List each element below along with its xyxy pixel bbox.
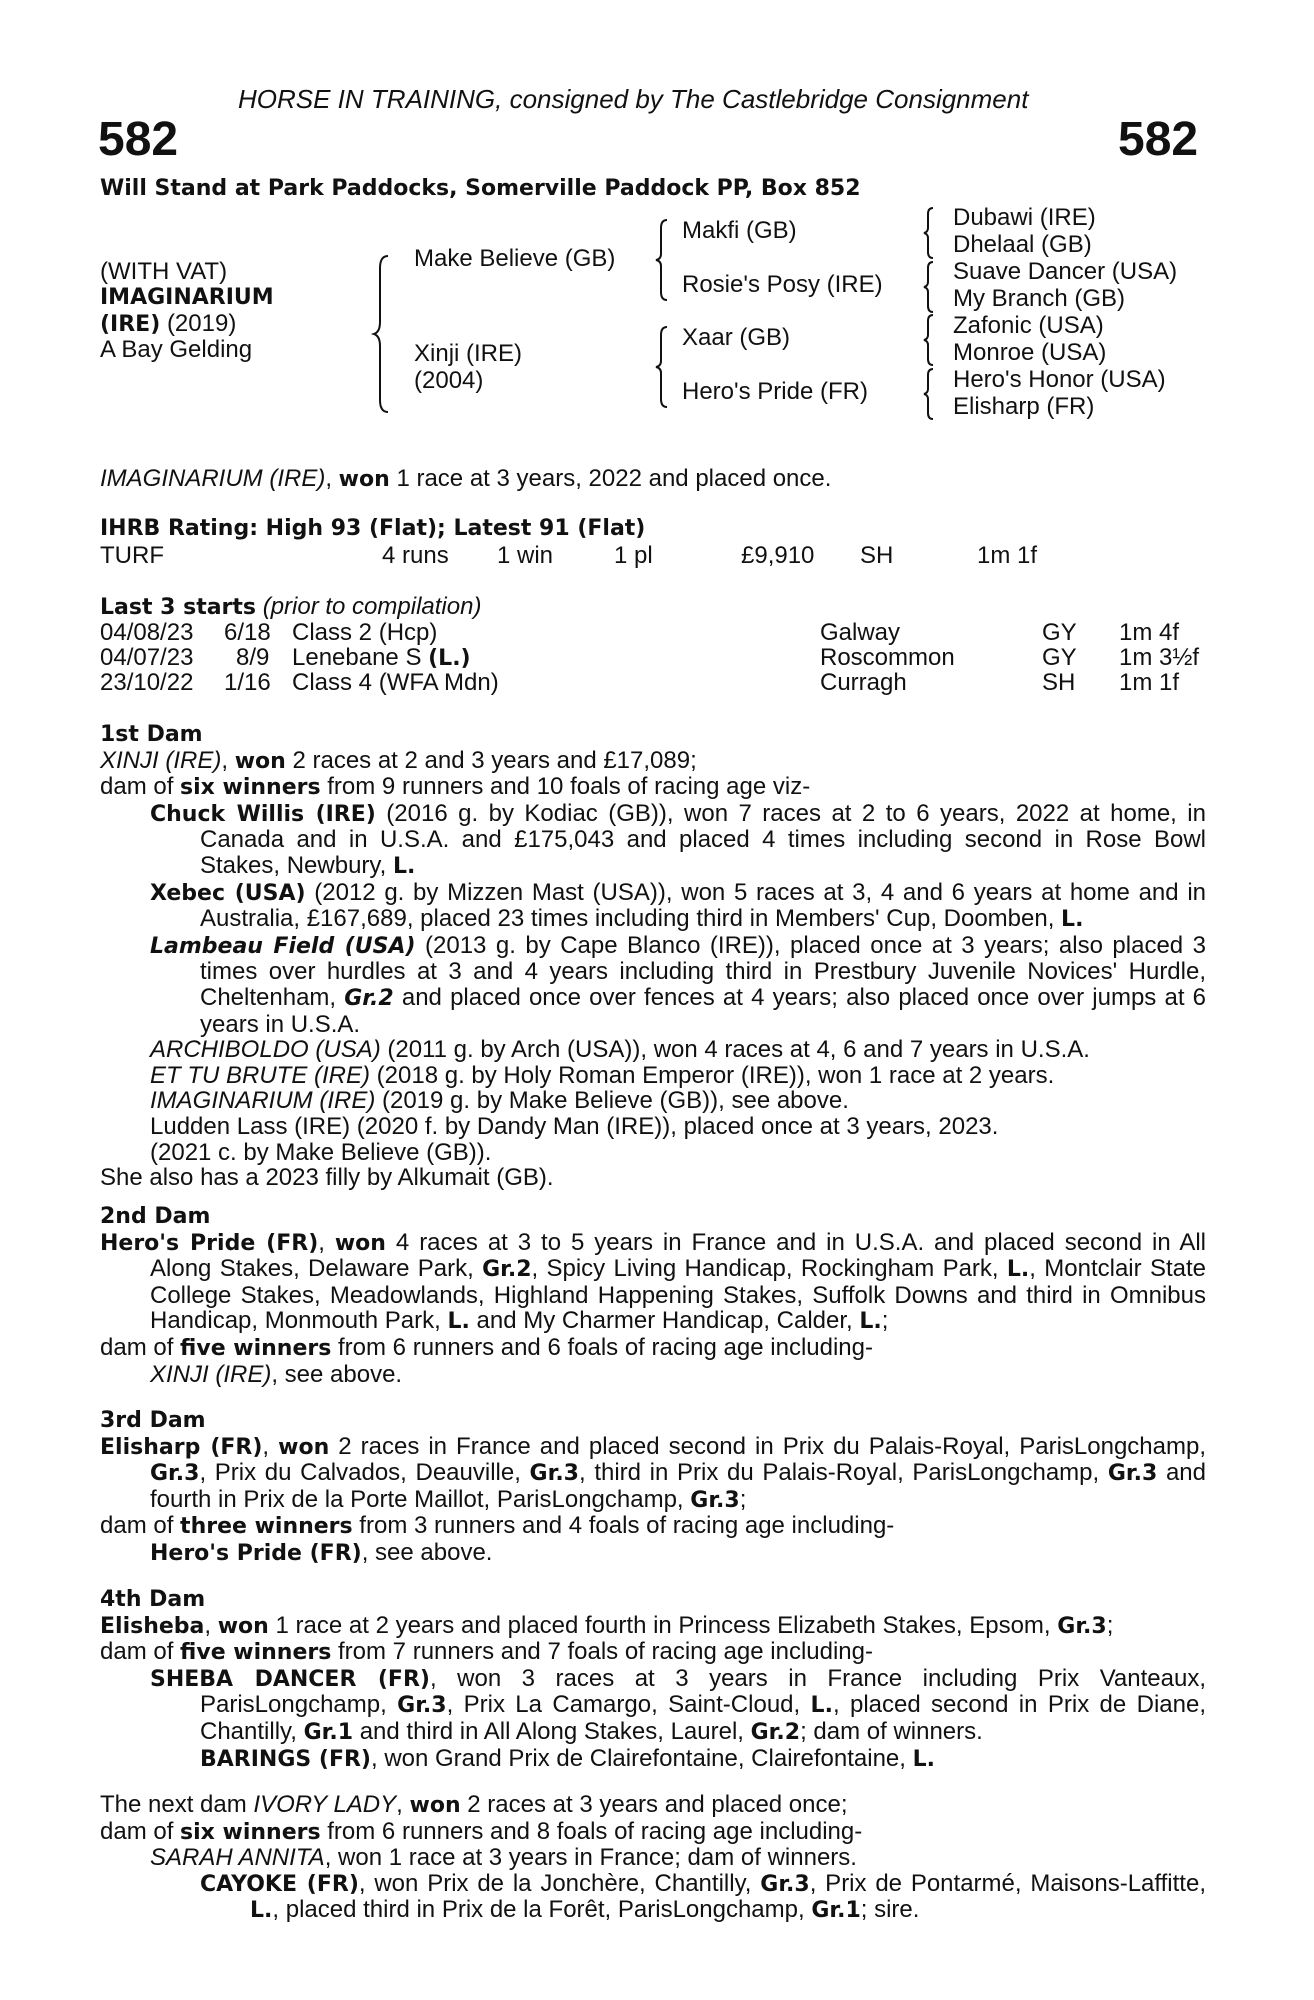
start-position: 1/16 <box>224 669 271 696</box>
produce-entry: IMAGINARIUM (IRE) (2019 g. by Make Believe (GB)), see above. <box>150 1087 849 1115</box>
produce-entry: BARINGS (FR), won Grand Prix de Clairefontaine, Clairefontaine, L. <box>200 1744 935 1772</box>
produce-entry: Hero's Pride (FR), see above. <box>150 1538 493 1566</box>
start-date: 23/10/22 <box>100 669 194 696</box>
start-going: SH <box>1042 669 1076 696</box>
start-course: Galway <box>820 619 901 646</box>
dam-produce-summary: dam of five winners from 6 runners and 6 foals of racing age including- <box>100 1333 873 1361</box>
third-dam-section <box>100 1408 1206 1567</box>
gen3-brace-3 <box>922 313 936 367</box>
lot-number-left: 582 <box>98 113 179 166</box>
gen3-ancestor: Hero's Honor (USA) <box>953 366 1166 393</box>
produce-entry: Lambeau Field (USA) (2013 g. by Cape Blanco (IRE)), placed once at 3 years; also placed 3 times over hurdles at 3 and 4 years including third in Prestbury Juvenile Novices' Hurdle, Cheltenham, Gr.2 and placed once over fences at 4 years; also placed once over jumps at 6 years in U.S.A. <box>150 931 1206 1038</box>
start-distance: 1m 1f <box>1119 669 1180 696</box>
gen3-brace-4 <box>922 367 936 421</box>
gen3-brace-1 <box>922 206 936 260</box>
start-race: Lenebane S (L.) <box>292 644 471 671</box>
sire-name: Make Believe (GB) <box>414 245 616 272</box>
produce-entry: Chuck Willis (IRE) (2016 g. by Kodiac (GB)), won 7 races at 2 to 6 years, 2022 at home, in Canada and in U.S.A. and £175,043 and placed 4 times including second in Rose Bowl Stakes, Newbury, L. <box>150 799 1206 879</box>
section-heading: 2nd Dam <box>100 1204 211 1229</box>
start-course: Roscommon <box>820 644 955 671</box>
produce-entry: CAYOKE (FR), won Prix de la Jonchère, Chantilly, Gr.3, Prix de Pontarmé, Maisons-Laffitte, L., placed third in Prix de la Forêt, ParisLongchamp, Gr.1; sire. <box>200 1869 1206 1924</box>
section-heading: 3rd Dam <box>100 1408 206 1433</box>
dam-record: Elisheba, won 1 race at 2 years and placed fourth in Princess Elizabeth Stakes, Epsom, Gr.3; <box>100 1611 1114 1639</box>
dam-summary: XINJI (IRE), won 2 races at 2 and 3 years and £17,089; <box>100 746 697 774</box>
fourth-dam-section <box>100 1587 1206 1772</box>
lot-number-right: 582 <box>1118 113 1199 166</box>
produce-entry: Ludden Lass (IRE) (2020 f. by Dandy Man (IRE)), placed once at 3 years, 2023. <box>150 1112 999 1140</box>
produce-entry: SARAH ANNITA, won 1 race at 3 years in France; dam of winners. <box>150 1844 857 1872</box>
start-distance: 1m 4f <box>1119 619 1180 646</box>
dam-produce-summary: dam of six winners from 6 runners and 8 foals of racing age including- <box>100 1817 863 1845</box>
start-date: 04/07/23 <box>100 644 194 671</box>
produce-note: She also has a 2023 filly by Alkumait (GB). <box>100 1164 554 1192</box>
dam-produce-summary: dam of six winners from 9 runners and 10 foals of racing age viz- <box>100 773 811 801</box>
consignment-header: HORSE IN TRAINING, consigned by The Castlebridge Consignment <box>238 84 1029 114</box>
dam-year: (2004) <box>414 367 484 394</box>
gen3-ancestor: Monroe (USA) <box>953 339 1107 366</box>
produce-entry: SHEBA DANCER (FR), won 3 races at 3 years in France including Prix Vanteaux, ParisLongchamp, Gr.3, Prix La Camargo, Saint-Cloud, L., placed second in Prix de Diane, Chantilly, Gr.1 and third in All Along Stakes, Laurel, Gr.2; dam of winners. <box>150 1664 1207 1745</box>
start-going: GY <box>1042 644 1077 671</box>
start-race: Class 4 (WFA Mdn) <box>292 669 499 696</box>
sire-parents-brace <box>653 218 671 302</box>
gen3-ancestor: Suave Dancer (USA) <box>953 258 1178 285</box>
horse-origin-year: (IRE) (2019) <box>100 310 237 337</box>
dam-dam: Hero's Pride (FR) <box>682 378 868 405</box>
dam-produce-summary: dam of five winners from 7 runners and 7 foals of racing age including- <box>100 1638 873 1666</box>
dam-record: The next dam IVORY LADY, won 2 races at 3 years and placed once; <box>100 1791 848 1818</box>
gen3-ancestor: Zafonic (USA) <box>953 312 1104 339</box>
dam-name: Xinji (IRE) <box>414 340 523 367</box>
produce-entry: Xebec (USA) (2012 g. by Mizzen Mast (USA)), won 5 races at 3, 4 and 6 years at home and in Australia, £167,689, placed 23 times including third in Members' Cup, Doomben, L. <box>150 878 1206 933</box>
start-course: Curragh <box>820 669 907 696</box>
last-starts-heading: Last 3 starts (prior to compilation) <box>100 593 482 620</box>
start-going: GY <box>1042 619 1077 646</box>
race-summary: IMAGINARIUM (IRE), won 1 race at 3 years, 2022 and placed once. <box>100 465 832 492</box>
dam-parents-brace <box>653 325 671 409</box>
rating-distance: 1m 1f <box>977 542 1038 569</box>
rating-wins: 1 win <box>497 542 554 569</box>
gen3-ancestor: Elisharp (FR) <box>953 393 1095 420</box>
horse-name: IMAGINARIUM <box>100 285 274 310</box>
sire-dam-brace <box>370 254 392 414</box>
first-dam-section <box>100 722 1206 1191</box>
gen3-ancestor: Dhelaal (GB) <box>953 231 1092 258</box>
section-heading: 1st Dam <box>100 722 203 747</box>
produce-entry: ARCHIBOLDO (USA) (2011 g. by Arch (USA)), won 4 races at 4, 6 and 7 years in U.S.A. <box>150 1036 1090 1064</box>
ihrb-rating: IHRB Rating: High 93 (Flat); Latest 91 (Flat) <box>100 516 646 541</box>
start-date: 04/08/23 <box>100 619 194 646</box>
start-position: 6/18 <box>224 619 271 646</box>
produce-entry: XINJI (IRE), see above. <box>150 1360 403 1388</box>
next-dam-section <box>100 1792 1206 1924</box>
rating-prize: £9,910 <box>741 542 815 569</box>
dam-record: Elisharp (FR), won 2 races in France and placed second in Prix du Palais-Royal, ParisLongchamp, Gr.3, Prix du Calvados, Deauville, Gr.3, third in Prix du Palais-Royal, ParisLongchamp, Gr.3 and fourth in Prix de la Porte Maillot, ParisLongchamp, Gr.3; <box>100 1432 1206 1513</box>
dam-record: Hero's Pride (FR), won 4 races at 3 to 5 years in France and in U.S.A. and placed second in All Along Stakes, Delaware Park, Gr.2, Spicy Living Handicap, Rockingham Park, L., Montclair State College Stakes, Meadowlands, Highland Happening Stakes, Suffolk Downs and third in Omnibus Handicap, Monmouth Park, L. and My Charmer Handicap, Calder, L.; <box>100 1228 1206 1335</box>
rating-placed: 1 pl <box>614 542 653 569</box>
gen3-ancestor: My Branch (GB) <box>953 285 1126 312</box>
rating-runs: 4 runs <box>382 542 449 569</box>
dam-sire: Xaar (GB) <box>682 324 791 351</box>
sire-dam: Rosie's Posy (IRE) <box>682 271 883 298</box>
produce-entry: ET TU BRUTE (IRE) (2018 g. by Holy Roman Emperor (IRE)), won 1 race at 2 years. <box>150 1061 1055 1089</box>
produce-entry: (2021 c. by Make Believe (GB)). <box>150 1138 492 1166</box>
stable-location: Will Stand at Park Paddocks, Somerville Paddock PP, Box 852 <box>100 176 861 201</box>
sire-sire: Makfi (GB) <box>682 217 797 244</box>
section-heading: 4th Dam <box>100 1587 206 1612</box>
start-distance: 1m 3½f <box>1119 644 1200 671</box>
second-dam-section <box>100 1204 1206 1387</box>
start-position: 8/9 <box>236 644 270 671</box>
start-race: Class 2 (Hcp) <box>292 619 438 646</box>
gen3-brace-2 <box>922 260 936 314</box>
rating-surface: TURF <box>100 542 164 569</box>
dam-produce-summary: dam of three winners from 3 runners and 4 foals of racing age including- <box>100 1512 895 1540</box>
gen3-ancestor: Dubawi (IRE) <box>953 204 1096 231</box>
vat-note: (WITH VAT) <box>100 258 228 285</box>
horse-description: A Bay Gelding <box>100 336 253 363</box>
rating-going: SH <box>860 542 894 569</box>
